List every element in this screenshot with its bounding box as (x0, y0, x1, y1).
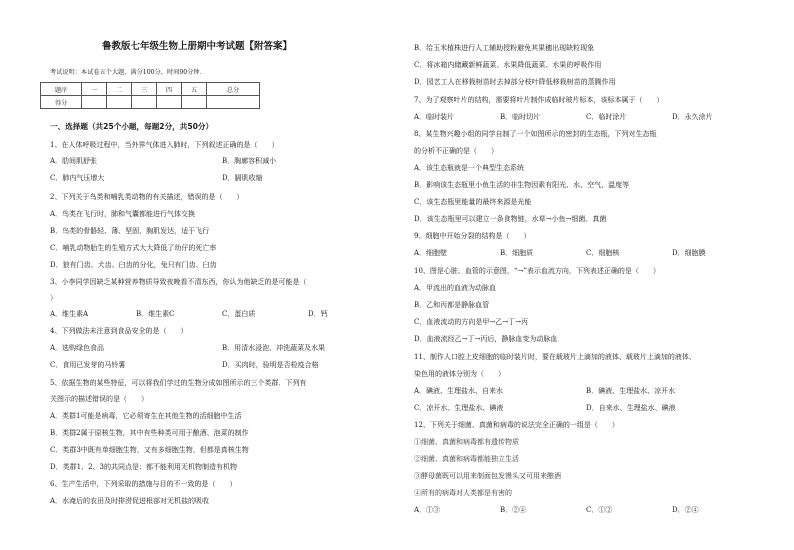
option-d: D．钙 (308, 310, 328, 318)
option-c: C．蛋白质 (222, 310, 256, 318)
score-cell[interactable] (157, 96, 182, 109)
score-table-header (41, 83, 260, 96)
option-c: C．该生态瓶里能量的最终来源是光能 (414, 198, 532, 206)
option-b: B．细胞质 (500, 249, 534, 257)
score-table (40, 82, 260, 109)
question-stem: 6、生产生活中，下列采取的措施与目的不一致的是（ ） (50, 480, 237, 488)
option-a: A．类群1可能是病毒，它必须寄生在其他生物的活细胞中生活 (50, 412, 242, 420)
score-table-row (41, 96, 260, 109)
option-a: A．甲流出的血液为动脉血 (414, 284, 497, 292)
option-d: D．血液流经乙→丁→丙后，静脉血变为动脉血 (414, 335, 558, 343)
option-c: C．食用已发芽的马铃薯 (50, 361, 126, 369)
question-stem: 8、某生物兴趣小组的同学自制了一个如图所示的密封的生态瓶，下列对生态瓶 (414, 130, 657, 138)
option-b: B．胸廓容积减小 (222, 157, 277, 165)
score-cell[interactable] (107, 96, 132, 109)
question-stem: 11、制作人口腔上皮细胞的临时装片时，要在载玻片上滴加的液体、载玻片上滴加的液体、 (414, 353, 696, 361)
option-a: A．①③ (414, 506, 441, 514)
statement-1: ①细菌、真菌和病毒都有遗传物质 (414, 438, 519, 446)
option-c: C．血液流动的方向是甲→乙→丁→丙 (414, 318, 528, 326)
question-stem: 2、下列关于鸟类和哺乳类动物的有关描述，错误的是（ ） (50, 193, 244, 201)
option-b: B．给玉米植株进行人工辅助授粉避免其果穗出现缺粒现象 (414, 44, 595, 52)
option-a: A．碘液、生理盐水、自来水 (414, 387, 504, 395)
section-heading: 一、选择题（共25个小题，每题2分，共50分） (50, 122, 214, 131)
statement-2: ②细菌、真菌和病毒都能独立生活 (414, 455, 519, 463)
option-c: C．哺乳动物胎生的生殖方式大大降低了幼仔的死亡率 (50, 244, 217, 252)
page-title: 鲁教版七年级生物上册期中考试题【附答案】 (102, 41, 293, 52)
score-row-label: 得分 (41, 96, 82, 109)
statement-4: ④所有的病毒对人类都是有害的 (414, 489, 512, 497)
option-d: D．永久涂片 (672, 113, 713, 121)
option-a: A．细胞壁 (414, 249, 448, 257)
option-b: B．临时切片 (500, 113, 541, 121)
option-a: A．维生素A (50, 310, 89, 318)
option-b: B．②④ (500, 506, 527, 514)
question-stem-cont: 染色用的液体分别为（ ） (414, 370, 505, 378)
statement-3: ③酵母菌既可以用来制面包发馒头又可用来酿酒 (414, 472, 561, 480)
question-stem: 9、细胞中开始分裂的结构是（ ） (414, 232, 531, 240)
option-a: A．临时装片 (414, 113, 455, 121)
option-c: C．临时涂片 (586, 113, 627, 121)
option-b: B．碘液、生理盐水、凉开水 (586, 387, 676, 395)
option-a: A．选购绿色食品 (50, 344, 105, 352)
option-d: D．狼有门齿、犬齿、臼齿的分化，兔只有门齿、臼齿 (50, 261, 217, 269)
option-c: C．细胞核 (586, 249, 620, 257)
question-stem-cont: 的分析不正确的是（ ） (414, 147, 498, 155)
option-d: D．②④ (672, 506, 699, 514)
option-a: A．鸟类在飞行时，肺和气囊都能进行气体交换 (50, 210, 196, 218)
question-stem: 12、下列关于细菌、真菌和病毒的说法完全正确的一组是（ ） (414, 421, 619, 429)
option-d: D．膈肌收缩 (222, 174, 263, 182)
option-a: A．肋间肌舒张 (50, 157, 98, 165)
question-stem-cont: ） (50, 294, 57, 302)
score-header-cell: 五 (182, 83, 207, 96)
option-c: C．类群3中既有单细胞生物，又有多细胞生物，但都是真核生物 (50, 446, 249, 454)
score-header-cell: 一 (82, 83, 107, 96)
option-c: C．①② (586, 506, 613, 514)
score-cell[interactable] (132, 96, 157, 109)
option-b: B．乙和丙都是静脉血管 (414, 301, 490, 309)
question-stem: 7、为了观察叶片的结构，需要将叶片制作成临时玻片标本，该标本属于（ ） (414, 96, 664, 104)
score-header-cell: 题序 (41, 83, 82, 96)
question-stem: 4、下列做法未注意到食品安全的是（ ） (50, 327, 188, 335)
option-b: B．鸟类的骨骼轻、薄、坚固，胸肌发达，适于飞行 (50, 227, 210, 235)
option-c: C．凉开水、生理盐水、碘液 (414, 404, 504, 412)
score-cell[interactable] (182, 96, 207, 109)
score-cell[interactable] (207, 96, 260, 109)
score-header-cell: 四 (157, 83, 182, 96)
score-cell[interactable] (82, 96, 107, 109)
question-stem: 10、图是心脏、血管的示意图，“→”表示血流方向，下列表述正确的是（ ） (414, 267, 660, 275)
option-d: D．自来水、生理盐水、碘液 (586, 404, 676, 412)
option-d: D．该生态瓶里可以建立一条食物链，水草→小鱼→细菌、真菌 (414, 215, 607, 223)
question-stem: 3、小李同学因缺乏某种营养物质导致夜晚看不清东西，你认为他缺乏的是可能是（ (50, 278, 307, 286)
option-a: A．该生态瓶就是一个典型生态系统 (414, 164, 525, 172)
option-d: D．类群1、2、3的共同点是：都不能利用无机物制造有机物 (50, 463, 237, 471)
option-d: D．细胞膜 (672, 249, 706, 257)
question-stem-cont: 关图示的描述错误的是（ ） (50, 395, 148, 403)
option-d: D．园艺工人在移栽树苗时去掉部分枝叶降低移栽树苗的蒸腾作用 (414, 78, 616, 86)
question-stem: 1、在人体呼吸过程中，当外界气体进入肺时，下列叙述正确的是（ ） (50, 141, 279, 149)
option-b: B．维生素C (136, 310, 175, 318)
score-header-cell: 三 (132, 83, 157, 96)
option-a: A．水淹后的农田及时排涝促进根部对无机盐的吸收 (50, 497, 210, 505)
score-header-cell: 二 (107, 83, 132, 96)
option-b: B．类群2属于原核生物，其中有些种类可用于酿酒、泡菜的制作 (50, 429, 249, 437)
option-c: C．将冰箱内储藏新鲜蔬菜、水果降低蔬菜、水果的呼吸作用 (414, 61, 602, 69)
option-b: B．用清水浸泡、冲洗蔬菜及水果 (222, 344, 326, 352)
option-b: B．影响该生态瓶里小鱼生活的非生物因素有阳光、水、空气、温度等 (414, 181, 630, 189)
exam-note: 考试说明：本试卷五个大题，满分100分，时间90分钟． (50, 69, 206, 76)
option-d: D．买肉时，验明是否检疫合格 (222, 361, 319, 369)
question-stem: 5、依据生物的某些特征，可以将我们学过的生物分成如图所示的三个类群．下列有 (50, 379, 307, 387)
option-c: C．肺内气压增大 (50, 174, 105, 182)
score-header-cell: 总分 (207, 83, 260, 96)
